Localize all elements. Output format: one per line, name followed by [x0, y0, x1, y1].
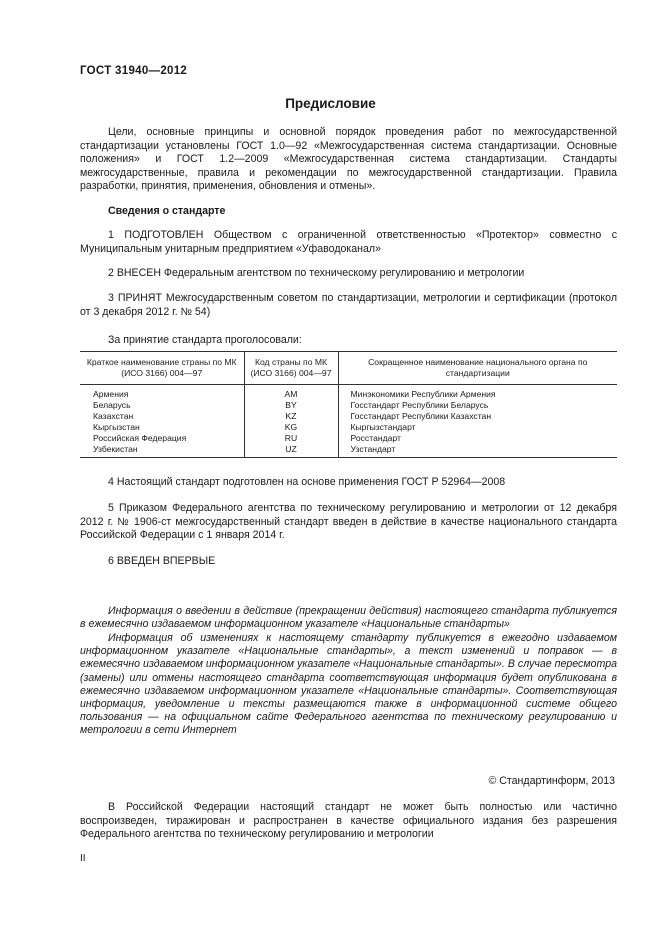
country-name: Российская Федерация [93, 433, 187, 443]
standard-code-header: ГОСТ 31940—2012 [80, 65, 188, 77]
item-1-prepared: 1 ПОДГОТОВЛЕН Обществом с ограниченной ответственностью «Протектор» совместно с Муниципальным унитарным предприятием «Уфаводоканал» [80, 229, 617, 255]
page-number: II [80, 853, 86, 864]
national-body: Кыргызстандарт [338, 422, 617, 433]
section-subtitle: Сведения о стандарте [108, 205, 226, 217]
item-2-introduced: 2 ВНЕСЕН Федеральным агентством по техническому регулированию и метрологии [108, 267, 525, 279]
country-code: AM [244, 385, 338, 401]
national-body: Минэкономики Республики Армения [338, 385, 617, 401]
header-national-body: Сокращенное наименование национального органа по стандартизации [338, 352, 617, 385]
table-row [80, 433, 617, 444]
table-row [80, 422, 617, 433]
national-body: Госстандарт Республики Беларусь [338, 400, 617, 411]
country-name: Армения [93, 389, 129, 399]
country-code: RU [244, 433, 338, 444]
voting-states-table [80, 351, 617, 458]
country-code: BY [244, 400, 338, 411]
table-header-row [80, 352, 617, 385]
item-5-order: 5 Приказом Федерального агентства по техническому регулированию и метрологии от 12 декабря 2012 г. № 1906-ст межгосударственный стандарт введен в действие в качестве национального стандарта Российской Федерации с 1 января 2014 г. [80, 502, 617, 542]
table-row [80, 385, 617, 401]
header-country-code: Код страны по МК (ИСО 3166) 004—97 [244, 352, 338, 385]
table-row [80, 400, 617, 411]
national-body: Узстандарт [338, 444, 617, 458]
national-body: Росстандарт [338, 433, 617, 444]
country-code: KG [244, 422, 338, 433]
info-introduction-note: Информация о введении в действие (прекращении действия) настоящего стандарта публикуется в ежемесячно издаваемом информационном указателе «Национальные стандарты» [80, 605, 617, 631]
item-4-basis: 4 Настоящий стандарт подготовлен на основе применения ГОСТ Р 52964—2008 [108, 476, 506, 488]
country-name: Кыргызстан [93, 422, 140, 432]
table-row [80, 444, 617, 458]
item-3-adopted: 3 ПРИНЯТ Межгосударственным советом по стандартизации, метрологии и сертификации (протокол от 3 декабря 2012 г. № 54) [80, 292, 617, 318]
country-name: Беларусь [93, 400, 131, 410]
info-changes-note: Информация об изменениях к настоящему стандарту публикуется в ежегодно издаваемом информационном указателе «Национальные стандарты», а текст изменений и поправок — в ежемесячно издаваемом информационном указателе «Национальные стандарты». В случае пересмотра (замены) или отмены настоящего стандарта соответствующая информация будет опубликована в ежемесячно издаваемом информационном указателе «Национальные стандарты». Соответствующая информация, уведомление и тексты размещаются также в информационной системе общего пользования — на официальном сайте Федерального агентства по техническому регулированию и метрологии в сети Интернет [80, 632, 617, 737]
table-row [80, 411, 617, 422]
intro-paragraph: Цели, основные принципы и основной порядок проведения работ по межгосударственной стандартизации установлены ГОСТ 1.0—92 «Межгосударственная система стандартизации. Основные положения» и ГОСТ 1.2—2009 «Межгосударственная система стандартизации. Стандарты межгосударственные, правила и рекомендации по межгосударственной стандартизации. Правила разработки, принятия, применения, обновления и отмены». [80, 126, 617, 193]
national-body: Госстандарт Республики Казахстан [338, 411, 617, 422]
copyright: © Стандартинформ, 2013 [488, 775, 615, 787]
country-name: Казахстан [93, 411, 134, 421]
country-code: UZ [244, 444, 338, 458]
item-6-first-introduced: 6 ВВЕДЕН ВПЕРВЫЕ [108, 555, 216, 567]
header-country-name: Краткое наименование страны по МК (ИСО 3166) 004—97 [80, 352, 244, 385]
page-title: Предисловие [285, 96, 376, 111]
legal-notice: В Российской Федерации настоящий стандарт не может быть полностью или частично воспроизведен, тиражирован и распространен в качестве официального издания без разрешения Федерального агентства по техническому регулированию и метрологии [80, 801, 617, 841]
country-name: Узбекистан [80, 444, 244, 458]
country-code: KZ [244, 411, 338, 422]
vote-caption: За принятие стандарта проголосовали: [108, 334, 302, 346]
